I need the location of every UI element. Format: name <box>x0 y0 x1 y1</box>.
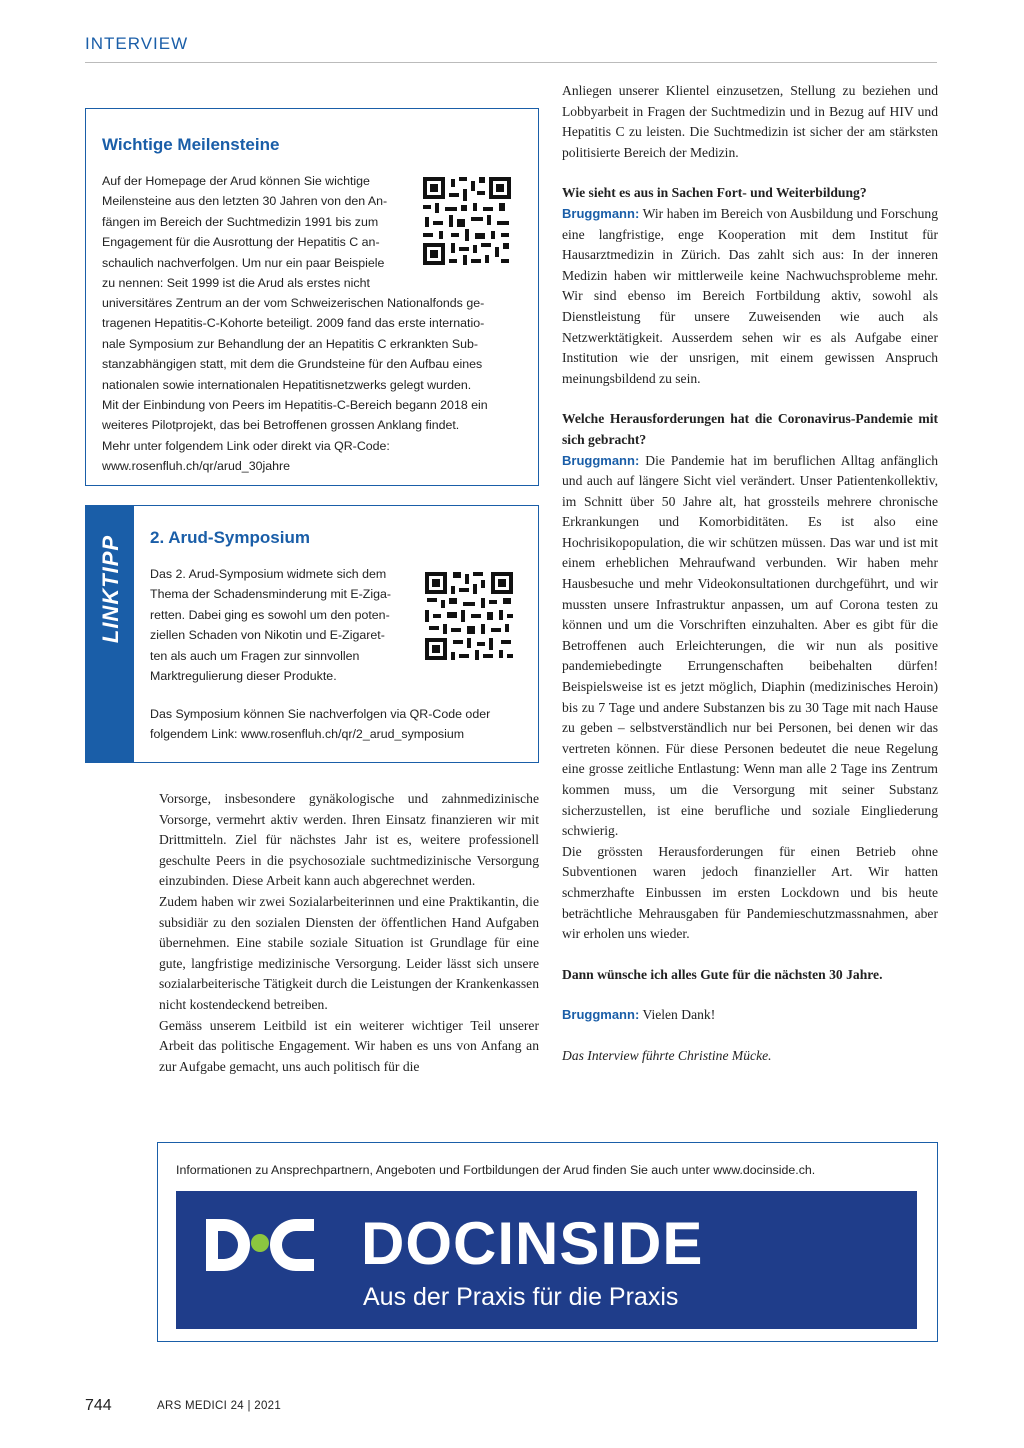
interview-credit: Das Interview führte Christine Mücke. <box>562 1047 772 1063</box>
right-paragraph: Anliegen unserer Klientel einzusetzen, Stellung zu beziehen und Lobbyarbeit in Fragen der Suchtmedizin und in Bezug auf HIV und Hepatitis C zu leisten. Die Suchtmedizin ist sicher der am stärksten politisierte Bereich der Medizin. <box>562 83 938 160</box>
left-paragraph: Vorsorge, insbesondere gynäkologische und zahnmedizinische Vorsorge, vermehrt aktiv werden. Ihren Einsatz finanzieren wir mit Drittmitteln. Ziel für nächstes Jahr ist es, weitere professionell geschulte Peers in die psychosoziale suchtmedizinische Versorgung einzubinden. Diese Arbeit kann auch abgerechnet werden. <box>159 791 539 889</box>
left-column <box>159 789 539 1077</box>
interview-question: Welche Herausforderungen hat die Coronavirus-Pandemie mit sich gebracht? <box>562 411 938 447</box>
milestones-line: nationalen sowie internationalen Hepatitisnetzwerks gelegt wurden. <box>102 377 472 392</box>
milestones-line: Mehr unter folgendem Link oder direkt via QR-Code: <box>102 438 390 453</box>
left-paragraph: Zudem haben wir zwei Sozialarbeiterinnen und eine Praktikantin, die subsidiär zu den sozialen Diensten der öffentlichen Hand Aufgaben übernehmen. Eine stabile soziale Situation ist Grundlage für eine gute, langfristige medizinische Versorgung. Leider lässt sich unsere sozialarbeiterische Tätigkeit durch die Leistungen der Krankenkassen nicht kostendeckend betreiben. <box>159 893 539 1012</box>
symposium-line: ten als auch um Fragen zur sinnvollen <box>150 648 360 663</box>
symposium-line: Thema der Schadensminderung mit E-Ziga- <box>150 587 392 602</box>
symposium-link-line: Das Symposium können Sie nachverfolgen via QR-Code oder <box>150 707 491 721</box>
answer-text: Vielen Dank! <box>642 1007 716 1023</box>
milestones-line: weiteres Pilotprojekt, das bei Betroffenen grossen Anklang findet. <box>102 418 460 433</box>
linktipp-label: LINKTIPP <box>98 534 123 644</box>
milestones-line: universitäres Zentrum an der vom Schweizerischen Nationalfonds ge- <box>102 296 485 310</box>
left-paragraph: Gemäss unserem Leitbild ist ein weiterer wichtiger Teil unserer Arbeit das politische Engagement. Wir haben es uns von Anfang an zur Aufgabe gemacht, uns auch politisch für die <box>159 1017 539 1074</box>
milestones-text-wide <box>102 293 524 477</box>
speaker-label: Bruggmann: <box>562 452 640 468</box>
symposium-link-text <box>150 704 530 745</box>
milestones-link[interactable]: www.rosenfluh.ch/qr/arud_30jahre <box>102 459 291 474</box>
milestones-line: Engagement für die Ausrottung der Hepatitis C an- <box>102 235 380 250</box>
milestones-line: schaulich nachverfolgen. Um nur ein paar Beispiele <box>102 255 385 270</box>
qr-code-milestones[interactable] <box>421 175 513 267</box>
interview-question: Dann wünsche ich alles Gute für die nächsten 30 Jahre. <box>562 966 883 982</box>
symposium-text <box>150 564 406 686</box>
milestones-line: nale Symposium zur Behandlung der an Hepatitis C erkrankten Sub- <box>102 336 479 351</box>
milestones-text-narrow <box>102 171 412 293</box>
interview-answer <box>562 1005 938 1026</box>
linktipp-band <box>86 506 134 762</box>
docinside-logo-icon <box>204 1217 316 1273</box>
milestones-title: Wichtige Meilensteine <box>102 135 280 154</box>
qr-code-symposium[interactable] <box>423 570 515 662</box>
info-text: Informationen zu Ansprechpartnern, Angeboten und Fortbildungen der Arud finden Sie auch unter www.docinside.ch. <box>176 1163 816 1177</box>
green-dot-icon <box>251 1234 269 1252</box>
right-column <box>562 81 938 1067</box>
milestones-line: zu nennen: Seit 1999 ist die Arud als erstes nicht <box>102 276 370 291</box>
page-number: 744 <box>85 1397 112 1414</box>
info-box <box>157 1142 938 1342</box>
interview-answer: Die grössten Herausforderungen für einen Betrieb ohne Subventionen waren jedoch finanzieller Art. Wir hatten schmerzhafte Einbussen im ersten Lockdown und bis heute beträchtliche Mehrausgaben für Pandemieschutzmassnahmen, aber wir erholen uns wieder. <box>562 843 938 942</box>
symposium-line: Marktregulierung dieser Produkte. <box>150 669 337 684</box>
speaker-label: Bruggmann: <box>562 1007 640 1023</box>
section-header: INTERVIEW <box>85 34 189 53</box>
docinside-brand: DOCINSIDE <box>361 1210 704 1277</box>
symposium-title: 2. Arud-Symposium <box>150 528 310 547</box>
docinside-tagline: Aus der Praxis für die Praxis <box>363 1283 679 1311</box>
symposium-link[interactable]: folgendem Link: www.rosenfluh.ch/qr/2_arud_symposium <box>150 727 465 742</box>
interview-answer <box>562 204 938 389</box>
milestones-line: fängen im Bereich der Suchtmedizin 1991 bis zum <box>102 214 379 229</box>
milestones-box <box>85 108 539 486</box>
symposium-line: retten. Dabei ging es sowohl um den poten- <box>150 607 390 622</box>
milestones-line: Meilensteine aus den letzten 30 Jahren von den An- <box>102 194 388 209</box>
milestones-line: Mit der Einbindung von Peers im Hepatitis-C-Bereich begann 2018 ein <box>102 398 488 413</box>
milestones-line: Auf der Homepage der Arud können Sie wichtige <box>102 174 370 188</box>
symposium-line: Das 2. Arud-Symposium widmete sich dem <box>150 567 387 581</box>
interview-answer <box>562 451 938 842</box>
answer-text: Wir haben im Bereich von Ausbildung und Forschung eine langfristige, enge Kooperation mit dem Institut für Hausarztmedizin in Zürich. Das zahlt sich aus: In der inneren Medizin haben wir mittlerweile keine Nachwuchsprobleme mehr. Wir sind ebenso im Bereich Fortbildung aktiv, sowohl als Dienstleistung für unsere Zuweisenden wie auch als Netzwerktätigkeit. Ausserdem sehen wir es als Aufgabe einer Institution wie der unsrigen, mit einem gewissen Anspruch meinungsbildend zu sein. <box>562 205 938 386</box>
speaker-label: Bruggmann: <box>562 205 640 221</box>
answer-text: Die Pandemie hat im beruflichen Alltag anfänglich und auch auf längere Sicht viel verändert. Unser Patientenkollektiv, im Schnitt über 50 Jahre alt, hat grossteils mehrere chronische Erkrankungen und Komorbiditäten. Es ist also eine Hochrisikopopulation, die wir schützen müssen. Das war und ist mit einem erheblichen Mehraufwand verbunden. Wir haben mehr Hausbesuche und mehr Videokonsultationen durchgeführt, und wir mussten unsere Infrastruktur anpassen, um auf Corona testen zu können und um die Vorschriften einzuhalten. Aber es gibt für die Betroffenen auch Erleichterungen, die wir nun als positive pandemiebedingte Errungenschaften beibehalten dürfen! Beispielsweise ist es jetzt möglich, Diaphin (medizinisches Heroin) bis zu 7 Tage und andere Substanzen bis zu 30 Tage mit nach Hause zu geben – selbstverständlich nur bei Personen, bei denen wir das vertreten können. Für diese Personen bedeutet die neue Regelung eine grosse zeitliche Entlastung: Wenn man alle 2 Tage ins Zentrum kommen muss, um die Versorgung mit seiner Substanz sicherzustellen, ist eine berufliche und soziale Eingliederung schwierig. <box>562 452 938 839</box>
docinside-banner[interactable] <box>176 1191 917 1329</box>
symposium-line: ziellen Schaden von Nikotin und E-Zigaret- <box>150 628 385 643</box>
symposium-box <box>85 505 539 763</box>
interview-question: Wie sieht es aus in Sachen Fort- und Weiterbildung? <box>562 185 867 201</box>
publication-source: ARS MEDICI 24 | 2021 <box>157 1400 282 1412</box>
header-rule <box>85 62 937 63</box>
milestones-line: tragenen Hepatitis-C-Kohorte beteiligt. 2009 fand das erste internatio- <box>102 316 485 331</box>
milestones-line: stanzabhängigen statt, mit dem die Grundsteine für den Aufbau eines <box>102 357 483 372</box>
